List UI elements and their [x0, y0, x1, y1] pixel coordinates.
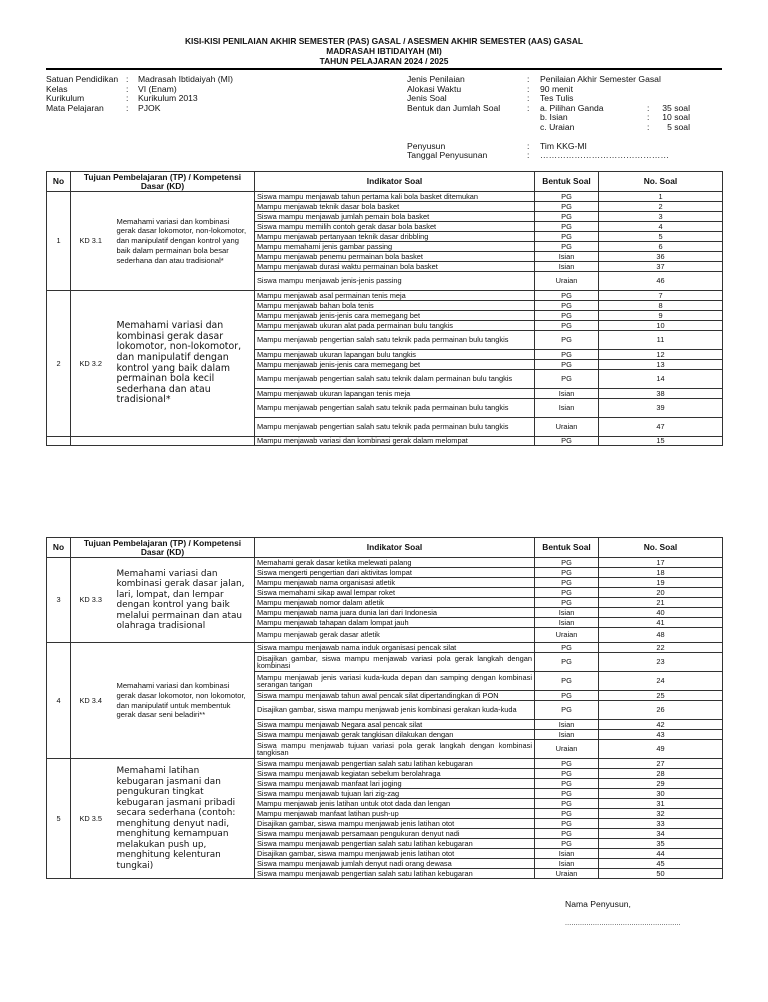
indikator-soal: Mampu menjawab pengertian salah satu teknik pada permainan bulu tangkis: [255, 399, 535, 418]
bentuk-soal: PG: [535, 321, 599, 331]
tp-text: Memahami variasi dan kombinasi gerak dasar lokomotor, non lokomotor, dan manipulatif untuk membentuk gerak dasar seni beladiri**: [116, 680, 246, 720]
indikator-soal: Mampu menjawab gerak dasar atletik: [255, 628, 535, 643]
nomor-soal: 32: [599, 809, 723, 819]
indikator-soal: Mampu menjawab durasi waktu permainan bola basket: [255, 262, 535, 272]
header-nosoal: No. Soal: [599, 538, 723, 558]
meta-bentuk-soal: Bentuk dan Jumlah Soal : a. Pilihan Ganda : 35 soal b. Isian : 10 soal c. Uraian : 5 soal: [407, 102, 690, 132]
indikator-soal: Siswa mampu menjawab pengertian salah satu latihan kebugaran: [255, 839, 535, 849]
nomor-soal: 17: [599, 558, 723, 568]
table-row: [47, 558, 723, 568]
row-number: 2: [47, 291, 71, 437]
tp-text: Memahami latihan kebugaran jasmani dan pengukuran tingkat kebugaran jasmani pribadi secara sederhana (contoh: menghitung denyut nadi, menghitung kemampuan melakukan push up, menghitung kelenturan tungkai): [116, 766, 236, 871]
kd-code: KD 3.5: [71, 759, 111, 879]
indikator-soal: Mampu menjawab nama organisasi atletik: [255, 578, 535, 588]
indikator-soal: Siswa mampu menjawab tujuan lari zig-zag: [255, 789, 535, 799]
meta-left-row: Kurikulum : Kurikulum 2013: [46, 93, 198, 104]
header-no: No: [47, 538, 71, 558]
indikator-soal: Siswa mampu menjawab pengertian salah satu latihan kebugaran: [255, 759, 535, 769]
indikator-soal: Disajikan gambar, siswa mampu menjawab jenis kombinasi gerakan kuda-kuda: [255, 701, 535, 720]
nomor-soal: 30: [599, 789, 723, 799]
nomor-soal: 18: [599, 568, 723, 578]
nomor-soal: 20: [599, 588, 723, 598]
bentuk-soal: PG: [535, 819, 599, 829]
meta-left-row: Mata Pelajaran : PJOK: [46, 102, 161, 113]
document-header: [0, 36, 768, 66]
nomor-soal: 39: [599, 399, 723, 418]
signature-line: ......................................................: [565, 920, 681, 927]
bentuk-soal: PG: [535, 769, 599, 779]
nomor-soal: 49: [599, 740, 723, 759]
tp-text: Memahami variasi dan kombinasi gerak dasar jalan, lari, lompat, dan lempar dengan kontrol yang baik melalui permainan dan atau olahraga tradisional: [116, 568, 245, 631]
indikator-soal: Siswa mampu menjawab kegiatan sebelum berolahraga: [255, 769, 535, 779]
bentuk-soal: PG: [535, 691, 599, 701]
nomor-soal: 23: [599, 653, 723, 672]
bentuk-soal: Uraian: [535, 418, 599, 437]
bentuk-soal: Isian: [535, 730, 599, 740]
nomor-soal: 21: [599, 598, 723, 608]
bentuk-soal: PG: [535, 568, 599, 578]
nomor-soal: 29: [599, 779, 723, 789]
bentuk-soal: PG: [535, 701, 599, 720]
indikator-soal: Mampu menjawab jenis-jenis cara memegang bet: [255, 311, 535, 321]
kd-code: KD 3.3: [71, 558, 111, 643]
indikator-soal: Mampu menjawab nomor dalam atletik: [255, 598, 535, 608]
indikator-soal: Siswa mengerti pengertian dari aktivitas lompat: [255, 568, 535, 578]
indikator-soal: Siswa mampu menjawab gerak tangkisan dilakukan dengan: [255, 730, 535, 740]
nomor-soal: 8: [599, 301, 723, 311]
bentuk-soal: PG: [535, 291, 599, 301]
bentuk-soal: PG: [535, 779, 599, 789]
indikator-soal: Mampu menjawab ukuran lapangan bulu tangkis: [255, 350, 535, 360]
bentuk-soal: PG: [535, 202, 599, 212]
bentuk-soal: Isian: [535, 389, 599, 399]
kd-code: KD 3.1: [71, 192, 111, 291]
kisi-table-2: [46, 537, 723, 879]
nomor-soal: 50: [599, 869, 723, 879]
header-bentuk: Bentuk Soal: [535, 172, 599, 192]
nomor-soal: 26: [599, 701, 723, 720]
bentuk-soal: Isian: [535, 252, 599, 262]
row-number: 4: [47, 643, 71, 759]
nomor-soal: 42: [599, 720, 723, 730]
meta-jenis-soal: Jenis Soal : Tes Tulis: [407, 93, 574, 104]
nomor-soal: 13: [599, 360, 723, 370]
bentuk-soal: PG: [535, 242, 599, 252]
header-title: KISI-KISI PENILAIAN AKHIR SEMESTER (PAS) GASAL / ASESMEN AKHIR SEMESTER (AAS) GASAL: [185, 36, 583, 46]
header-year: TAHUN PELAJARAN 2024 / 2025: [319, 56, 449, 66]
bentuk-soal: PG: [535, 311, 599, 321]
meta-jenis-penilaian: Jenis Penilaian : Penilaian Akhir Semester Gasal: [407, 74, 661, 84]
meta-right: [407, 75, 690, 161]
table-row: [47, 437, 723, 446]
header-school: MADRASAH IBTIDAIYAH (MI): [326, 46, 442, 56]
nomor-soal: 3: [599, 212, 723, 222]
indikator-soal: Siswa mampu menjawab tahun pertama kali bola basket ditemukan: [255, 192, 535, 202]
nomor-soal: 12: [599, 350, 723, 360]
bentuk-soal: PG: [535, 360, 599, 370]
table-header-row: [47, 172, 723, 192]
indikator-soal: Mampu menjawab pengertian salah satu teknik dalam permainan bulu tangkis: [255, 370, 535, 389]
bentuk-soal: PG: [535, 212, 599, 222]
nomor-soal: 22: [599, 643, 723, 653]
nomor-soal: 38: [599, 389, 723, 399]
indikator-soal: Siswa memahami sikap awal lempar roket: [255, 588, 535, 598]
header-indikator: Indikator Soal: [255, 538, 535, 558]
table-header-row: [47, 538, 723, 558]
tp-description: [111, 291, 255, 437]
bentuk-soal: PG: [535, 331, 599, 350]
indikator-soal: Mampu menjawab nama juara dunia lari dari Indonesia: [255, 608, 535, 618]
nomor-soal: 47: [599, 418, 723, 437]
meta-left-row: Satuan Pendidikan : Madrasah Ibtidaiyah (MI): [46, 74, 234, 84]
bentuk-soal: Isian: [535, 608, 599, 618]
indikator-soal: Siswa mampu menjawab jumlah pemain bola basket: [255, 212, 535, 222]
indikator-soal: Mampu menjawab manfaat latihan push-up: [255, 809, 535, 819]
nomor-soal: 14: [599, 370, 723, 389]
meta-tanggal: Tanggal Penyusunan : ………………………………………: [407, 150, 669, 161]
tp-text: Memahami variasi dan kombinasi gerak dasar lokomotor, non-lokomotor, dan manipulatif dengan kontrol yang baik dalam permainan bola besar sederhana dan atau tradisional*: [116, 216, 247, 265]
indikator-soal: Disajikan gambar, siswa mampu menjawab variasi pola gerak langkah dengan kombinasi: [255, 653, 535, 672]
bentuk-soal: PG: [535, 829, 599, 839]
bentuk-soal: Isian: [535, 399, 599, 418]
tp-description: [111, 558, 255, 643]
row-number: 1: [47, 192, 71, 291]
indikator-soal: Mampu menjawab asal permainan tenis meja: [255, 291, 535, 301]
nomor-soal: 19: [599, 578, 723, 588]
header-nosoal: No. Soal: [599, 172, 723, 192]
meta-left: [46, 75, 233, 113]
nomor-soal: 37: [599, 262, 723, 272]
tp-description: [111, 759, 255, 879]
indikator-soal: Mampu menjawab ukuran alat pada permainan bulu tangkis: [255, 321, 535, 331]
indikator-soal: Mampu menjawab penemu permainan bola basket: [255, 252, 535, 262]
table-row: [47, 643, 723, 653]
signature-label: Nama Penyusun,: [565, 899, 631, 909]
indikator-soal: Memahami gerak dasar ketika melewati palang: [255, 558, 535, 568]
bentuk-soal: Uraian: [535, 272, 599, 291]
table-row: [47, 759, 723, 769]
nomor-soal: 41: [599, 618, 723, 628]
kd-code: KD 3.4: [71, 643, 111, 759]
indikator-soal: Mampu memahami jenis gambar passing: [255, 242, 535, 252]
nomor-soal: 5: [599, 232, 723, 242]
bentuk-soal: PG: [535, 643, 599, 653]
bentuk-soal: Isian: [535, 618, 599, 628]
indikator-soal: Siswa mampu menjawab jenis-jenis passing: [255, 272, 535, 291]
bentuk-soal: PG: [535, 558, 599, 568]
indikator-soal: Mampu menjawab tahapan dalam lompat jauh: [255, 618, 535, 628]
indikator-soal: Siswa mampu menjawab pengertian salah satu latihan kebugaran: [255, 869, 535, 879]
nomor-soal: 33: [599, 819, 723, 829]
nomor-soal: 43: [599, 730, 723, 740]
row-number: 5: [47, 759, 71, 879]
tp-description: [111, 643, 255, 759]
nomor-soal: 34: [599, 829, 723, 839]
table-row: [47, 192, 723, 202]
header-tp: Tujuan Pembelajaran (TP) / Kompetensi Dasar (KD): [71, 538, 255, 558]
nomor-soal: 10: [599, 321, 723, 331]
kisi-table-1: [46, 171, 723, 446]
tp-text: Memahami variasi dan kombinasi gerak dasar lokomotor, non-lokomotor, dan manipulatif dengan kontrol yang baik dalam permainan bola kecil sederhana dan atau tradisional*: [116, 320, 242, 406]
meta-penyusun: Penyusun : Tim KKG-MI: [407, 140, 587, 151]
header-tp: Tujuan Pembelajaran (TP) / Kompetensi Dasar (KD): [71, 172, 255, 192]
bentuk-soal: PG: [535, 232, 599, 242]
tp-description: [111, 437, 255, 446]
nomor-soal: 36: [599, 252, 723, 262]
table-row: [47, 291, 723, 301]
indikator-soal: Mampu menjawab ukuran lapangan tenis meja: [255, 389, 535, 399]
indikator-soal: Disajikan gambar, siswa mampu menjawab jenis latihan otot: [255, 819, 535, 829]
nomor-soal: 15: [599, 437, 723, 446]
bentuk-soal: PG: [535, 222, 599, 232]
tp-description: [111, 192, 255, 291]
indikator-soal: Disajikan gambar, siswa mampu menjawab jenis latihan otot: [255, 849, 535, 859]
bentuk-soal: PG: [535, 192, 599, 202]
indikator-soal: Siswa mampu menjawab Negara asal pencak silat: [255, 720, 535, 730]
bentuk-soal: Isian: [535, 859, 599, 869]
nomor-soal: 46: [599, 272, 723, 291]
nomor-soal: 24: [599, 672, 723, 691]
indikator-soal: Siswa mampu menjawab manfaat lari joging: [255, 779, 535, 789]
header-no: No: [47, 172, 71, 192]
bentuk-soal: Isian: [535, 262, 599, 272]
indikator-soal: Mampu menjawab teknik dasar bola basket: [255, 202, 535, 212]
nomor-soal: 6: [599, 242, 723, 252]
nomor-soal: 28: [599, 769, 723, 779]
bentuk-soal: PG: [535, 799, 599, 809]
bentuk-soal: Uraian: [535, 869, 599, 879]
bentuk-soal: PG: [535, 598, 599, 608]
indikator-soal: Siswa mampu menjawab nama induk organisasi pencak silat: [255, 643, 535, 653]
nomor-soal: 9: [599, 311, 723, 321]
nomor-soal: 31: [599, 799, 723, 809]
bentuk-soal: Uraian: [535, 628, 599, 643]
bentuk-soal: PG: [535, 578, 599, 588]
nomor-soal: 45: [599, 859, 723, 869]
kd-code: KD 3.2: [71, 291, 111, 437]
nomor-soal: 48: [599, 628, 723, 643]
bentuk-soal: PG: [535, 437, 599, 446]
row-number: 3: [47, 558, 71, 643]
nomor-soal: 4: [599, 222, 723, 232]
nomor-soal: 1: [599, 192, 723, 202]
nomor-soal: 2: [599, 202, 723, 212]
bentuk-soal: PG: [535, 789, 599, 799]
header-bentuk: Bentuk Soal: [535, 538, 599, 558]
nomor-soal: 27: [599, 759, 723, 769]
nomor-soal: 11: [599, 331, 723, 350]
indikator-soal: Siswa mampu menjawab tujuan variasi pola gerak langkah dengan kombinasi tangkisan: [255, 740, 535, 759]
bentuk-soal: Isian: [535, 849, 599, 859]
nomor-soal: 35: [599, 839, 723, 849]
kd-code: [71, 437, 111, 446]
indikator-soal: Mampu menjawab pengertian salah satu teknik pada permainan bulu tangkis: [255, 331, 535, 350]
header-rule: [46, 68, 722, 70]
bentuk-soal: PG: [535, 653, 599, 672]
bentuk-soal: Uraian: [535, 740, 599, 759]
nomor-soal: 7: [599, 291, 723, 301]
bentuk-soal: Isian: [535, 720, 599, 730]
header-indikator: Indikator Soal: [255, 172, 535, 192]
nomor-soal: 40: [599, 608, 723, 618]
bentuk-soal: PG: [535, 839, 599, 849]
bentuk-soal: PG: [535, 301, 599, 311]
indikator-soal: Mampu menjawab jenis-jenis cara memegang bet: [255, 360, 535, 370]
nomor-soal: 44: [599, 849, 723, 859]
indikator-soal: Siswa mampu menjawab persamaan pengukuran denyut nadi: [255, 829, 535, 839]
indikator-soal: Siswa mampu memilih contoh gerak dasar bola basket: [255, 222, 535, 232]
indikator-soal: Mampu menjawab jenis latihan untuk otot dada dan lengan: [255, 799, 535, 809]
bentuk-soal: PG: [535, 672, 599, 691]
bentuk-soal: PG: [535, 370, 599, 389]
indikator-soal: Mampu menjawab bahan bola tenis: [255, 301, 535, 311]
meta-left-row: Kelas : VI (Enam): [46, 83, 177, 94]
bentuk-soal: PG: [535, 588, 599, 598]
indikator-soal: Mampu menjawab variasi dan kombinasi gerak dalam melompat: [255, 437, 535, 446]
indikator-soal: Siswa mampu menjawab jumlah denyut nadi orang dewasa: [255, 859, 535, 869]
bentuk-soal: PG: [535, 759, 599, 769]
indikator-soal: Mampu menjawab pertanyaan teknik dasar dribbling: [255, 232, 535, 242]
indikator-soal: Mampu menjawab jenis variasi kuda-kuda depan dan samping dengan kombinasi serangan tangan: [255, 672, 535, 691]
indikator-soal: Mampu menjawab pengertian salah satu teknik pada permainan bulu tangkis: [255, 418, 535, 437]
row-number: [47, 437, 71, 446]
bentuk-soal: PG: [535, 350, 599, 360]
meta-alokasi-waktu: Alokasi Waktu : 90 menit: [407, 83, 573, 94]
indikator-soal: Siswa mampu menjawab tahun awal pencak silat dipertandingkan di PON: [255, 691, 535, 701]
nomor-soal: 25: [599, 691, 723, 701]
bentuk-soal: PG: [535, 809, 599, 819]
